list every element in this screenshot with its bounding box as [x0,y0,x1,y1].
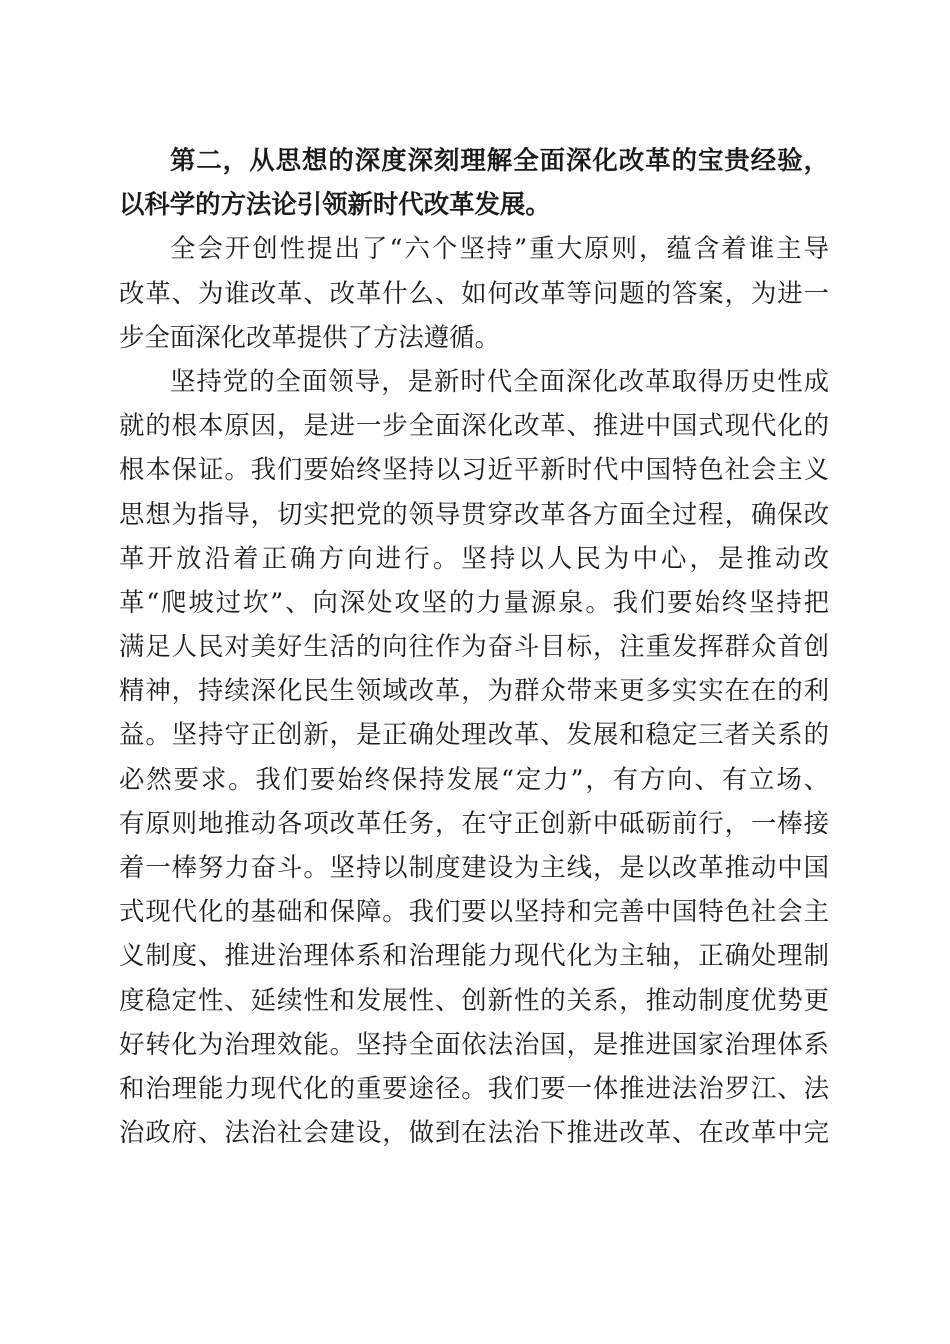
paragraph-line: 益。坚持守正创新，是正确处理改革、发展和稳定三者关系的 [119,719,829,750]
paragraph-line: 精神，持续深化民生领域改革，为群众带来更多实实在在的利 [119,675,829,706]
paragraph-line: 就的根本原因，是进一步全面深化改革、推进中国式现代化的 [119,410,829,441]
paragraph-line: 根本保证。我们要始终坚持以习近平新时代中国特色社会主义 [119,454,829,485]
paragraph-line: 思想为指导，切实把党的领导贯穿改革各方面全过程，确保改 [119,498,829,529]
paragraph-line: 革开放沿着正确方向进行。坚持以人民为中心，是推动改 [119,542,829,573]
paragraph-line: 和治理能力现代化的重要途径。我们要一体推进法治罗江、法 [119,1072,829,1103]
paragraph-line: 步全面深化改革提供了方法遵循。 [119,321,500,352]
paragraph-line: 满足人民对美好生活的向往作为奋斗目标，注重发挥群众首创 [119,631,829,662]
paragraph-line: 义制度、推进治理体系和治理能力现代化为主轴，正确处理制 [119,940,829,971]
paragraph-line: 度稳定性、延续性和发展性、创新性的关系，推动制度优势更 [119,984,829,1015]
paragraph-line: 治政府、法治社会建设，做到在法治下推进改革、在改革中完 [119,1117,829,1148]
paragraph-line: 全会开创性提出了“六个坚持”重大原则，蕴含着谁主导 [170,233,829,264]
paragraph-line: 坚持党的全面领导，是新时代全面深化改革取得历史性成 [170,365,829,396]
paragraph-line: 必然要求。我们要始终保持发展“定力”，有方向、有立场、 [119,763,829,794]
heading-line: 以科学的方法论引领新时代改革发展。 [119,189,551,220]
document-body [119,138,829,1154]
heading-line: 第二，从思想的深度深刻理解全面深化改革的宝贵经验， [170,145,829,175]
paragraph-line: 有原则地推动各项改革任务，在守正创新中砥砺前行，一棒接 [119,807,829,838]
paragraph-line: 式现代化的基础和保障。我们要以坚持和完善中国特色社会主 [119,896,829,927]
paragraph-line: 好转化为治理效能。坚持全面依法治国，是推进国家治理体系 [119,1028,829,1059]
paragraph-line: 革“爬坡过坎”、向深处攻坚的力量源泉。我们要始终坚持把 [119,586,829,617]
paragraph [119,226,829,359]
paragraph-line: 着一棒努力奋斗。坚持以制度建设为主线，是以改革推动中国 [119,852,829,882]
paragraph-line: 改革、为谁改革、改革什么、如何改革等问题的答案，为进一 [119,277,829,308]
paragraph [119,359,829,1154]
section-heading [119,138,829,226]
